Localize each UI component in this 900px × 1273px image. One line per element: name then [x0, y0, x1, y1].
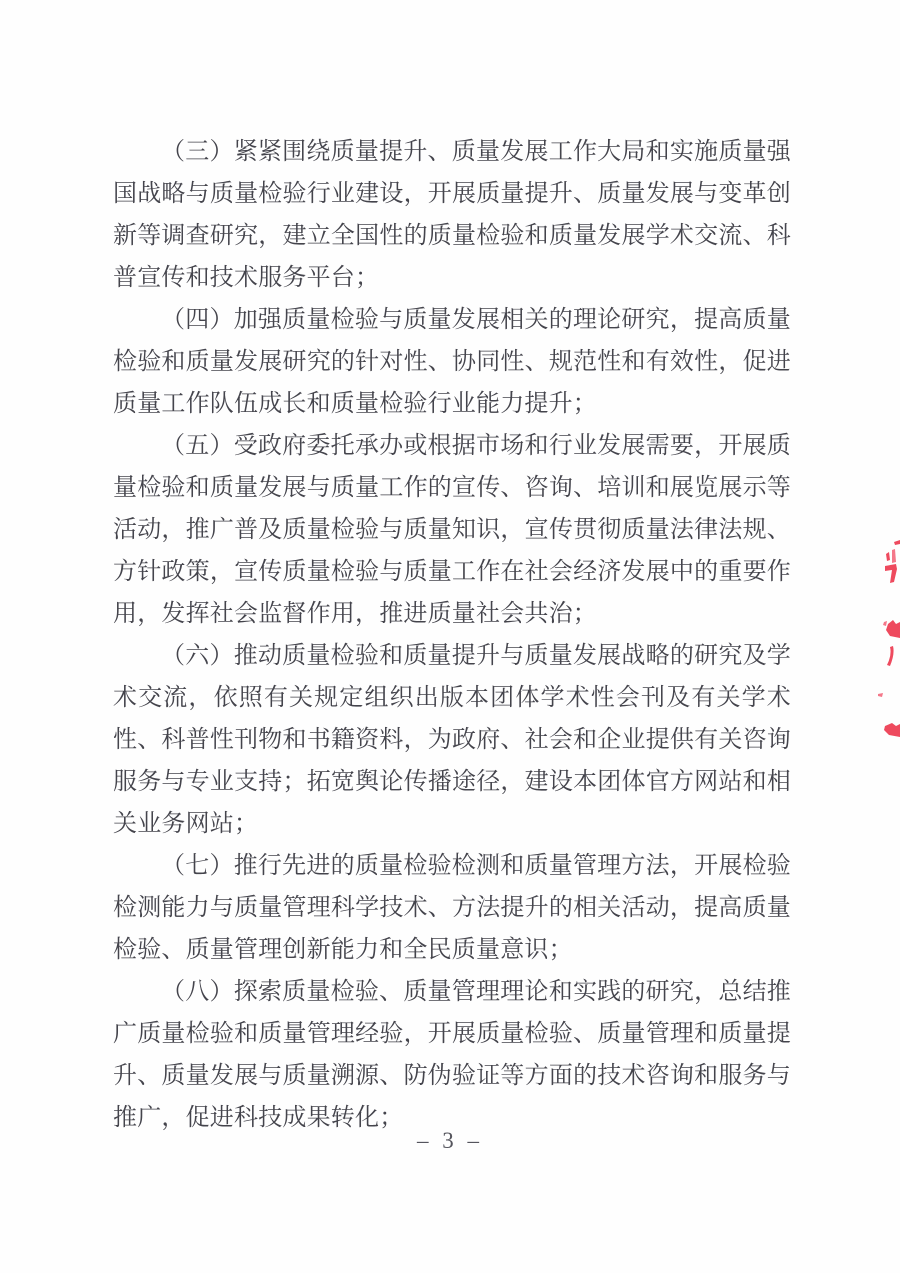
- page-number: – 3 –: [417, 1128, 483, 1153]
- red-ink-mark-dot: [878, 693, 883, 697]
- statute-clause-3: （三）紧紧围绕质量提升、质量发展工作大局和实施质量强国战略与质量检验行业建设，开展质量提升、质量发展与变革创新等调查研究，建立全国性的质量检验和质量发展学术交流、科普宣传和技术服务平台；: [113, 139, 791, 291]
- document-body: [113, 131, 791, 1139]
- statute-clause-5: （五）受政府委托承办或根据市场和行业发展需要，开展质量检验和质量发展与质量工作的宣传、咨询、培训和展览展示等活动，推广普及质量检验与质量知识，宣传贯彻质量法律法规、方针政策，宣传质量检验与质量工作在社会经济发展中的重要作用，发挥社会监督作用，推进质量社会共治；: [113, 433, 791, 627]
- statute-clause-4: （四）加强质量检验与质量发展相关的理论研究，提高质量检验和质量发展研究的针对性、协同性、规范性和有效性，促进质量工作队伍成长和质量检验行业能力提升；: [113, 307, 791, 417]
- red-ink-mark-scribble: [885, 540, 900, 583]
- red-seal-ink-fragments: [872, 538, 900, 748]
- red-ink-mark-blob-1: [883, 620, 900, 638]
- statute-clause-7: （七）推行先进的质量检验检测和质量管理方法，开展检验检测能力与质量管理科学技术、方法提升的相关活动，提高质量检验、质量管理创新能力和全民质量意识；: [113, 853, 791, 963]
- statute-clause-6: （六）推动质量检验和质量提升与质量发展战略的研究及学术交流，依照有关规定组织出版本团体学术性会刊及有关学术性、科普性刊物和书籍资料，为政府、社会和企业提供有关咨询服务与专业支持；拓宽舆论传播途径，建设本团体官方网站和相关业务网站；: [113, 643, 791, 837]
- statute-clause-8: （八）探索质量检验、质量管理理论和实践的研究，总结推广质量检验和质量管理经验，开展质量检验、质量管理和质量提升、质量发展与质量溯源、防伪验证等方面的技术咨询和服务与推广，促进科技成果转化；: [113, 979, 791, 1131]
- red-ink-mark-stroke: [887, 646, 894, 666]
- red-ink-mark-blob-2: [884, 723, 900, 737]
